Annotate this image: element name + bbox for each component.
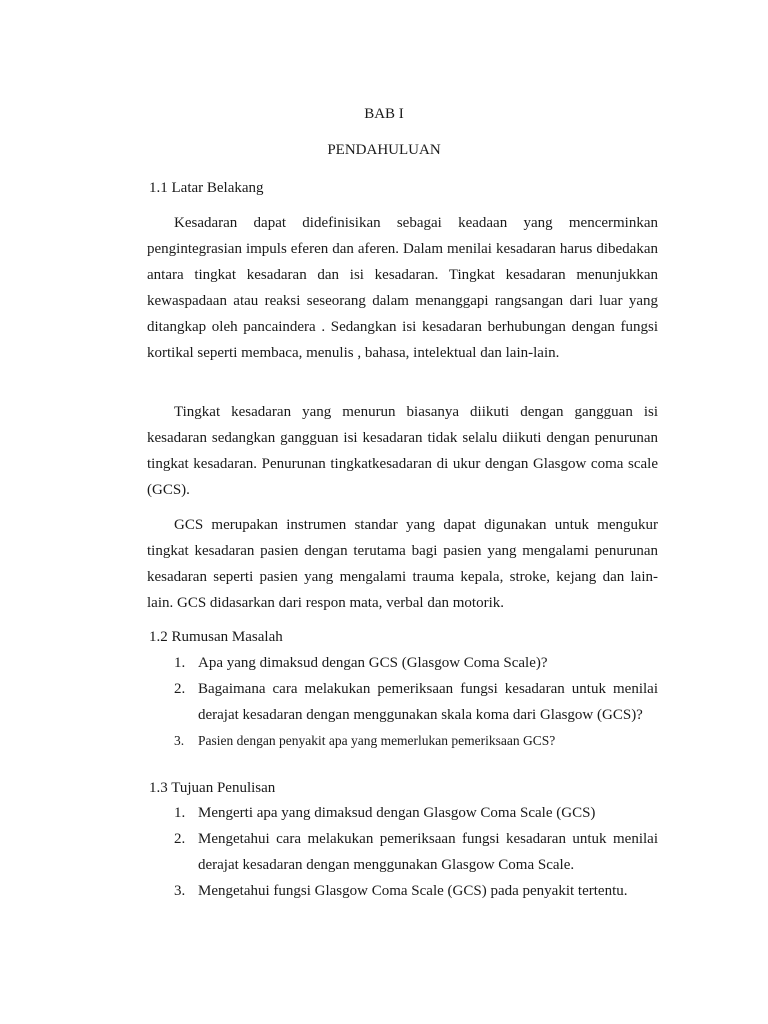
list-item-text: Mengetahui fungsi Glasgow Coma Scale (GCS) pada penyakit tertentu. bbox=[198, 883, 628, 899]
list-item-text: Mengetahui cara melakukan pemeriksaan fungsi kesadaran untuk menilai derajat kesadaran dengan menggunakan Glasgow Coma Scale. bbox=[198, 831, 658, 873]
list-item-number: 2. bbox=[174, 681, 186, 697]
section-heading-rumusan-masalah: 1.2 Rumusan Masalah bbox=[149, 629, 283, 645]
list-item bbox=[174, 878, 658, 904]
paragraph: Kesadaran dapat didefinisikan sebagai keadaan yang mencerminkan pengintegrasian impuls eferen dan aferen. Dalam menilai kesadaran harus dibedakan antara tingkat kesadaran dan isi kesadaran. Tingkat kesadaran menunjukkan kewaspadaan atau reaksi seseorang dalam menanggapi rangsangan dari luar yang ditangkap oleh pancaindera . Sedangkan isi kesadaran berhubungan dengan fungsi kortikal seperti membaca, menulis , bahasa, intelektual dan lain-lain. bbox=[147, 215, 658, 361]
paragraph: Tingkat kesadaran yang menurun biasanya diikuti dengan gangguan isi kesadaran sedangkan gangguan isi kesadaran tidak selalu diikuti dengan penurunan tingkat kesadaran. Penurunan tingkatkesadaran di ukur dengan Glasgow coma scale (GCS). bbox=[147, 404, 658, 498]
list-item bbox=[174, 676, 658, 728]
list-item-number: 3. bbox=[174, 733, 185, 748]
paragraph: GCS merupakan instrumen standar yang dapat digunakan untuk mengukur tingkat kesadaran pasien dengan terutama bagi pasien yang mengalami penurunan kesadaran seperti pasien yang mengalami trauma kepala, stroke, kejang dan lain-lain. GCS didasarkan dari respon mata, verbal dan motorik. bbox=[147, 517, 658, 611]
chapter-title: PENDAHULUAN bbox=[327, 142, 441, 158]
list-item-number: 1. bbox=[174, 805, 186, 821]
list-item bbox=[174, 728, 658, 754]
list-item-text: Apa yang dimaksud dengan GCS (Glasgow Coma Scale)? bbox=[198, 655, 548, 671]
section-heading-latar-belakang: 1.1 Latar Belakang bbox=[149, 180, 264, 196]
list-item-number: 3. bbox=[174, 883, 186, 899]
list-item bbox=[174, 650, 658, 676]
list-item-number: 2. bbox=[174, 831, 186, 847]
chapter-label: BAB I bbox=[364, 106, 404, 122]
list-item bbox=[174, 800, 658, 826]
list-item-text: Pasien dengan penyakit apa yang memerlukan pemeriksaan GCS? bbox=[198, 733, 556, 748]
tujuan-penulisan-list bbox=[174, 800, 658, 904]
rumusan-masalah-list bbox=[174, 650, 658, 754]
section-heading-tujuan-penulisan: 1.3 Tujuan Penulisan bbox=[149, 780, 276, 796]
list-item-text: Bagaimana cara melakukan pemeriksaan fungsi kesadaran untuk menilai derajat kesadaran dengan menggunakan skala koma dari Glasgow (GCS)? bbox=[198, 681, 658, 723]
list-item bbox=[174, 826, 658, 878]
list-item-text: Mengerti apa yang dimaksud dengan Glasgow Coma Scale (GCS) bbox=[198, 805, 596, 821]
list-item-number: 1. bbox=[174, 655, 186, 671]
